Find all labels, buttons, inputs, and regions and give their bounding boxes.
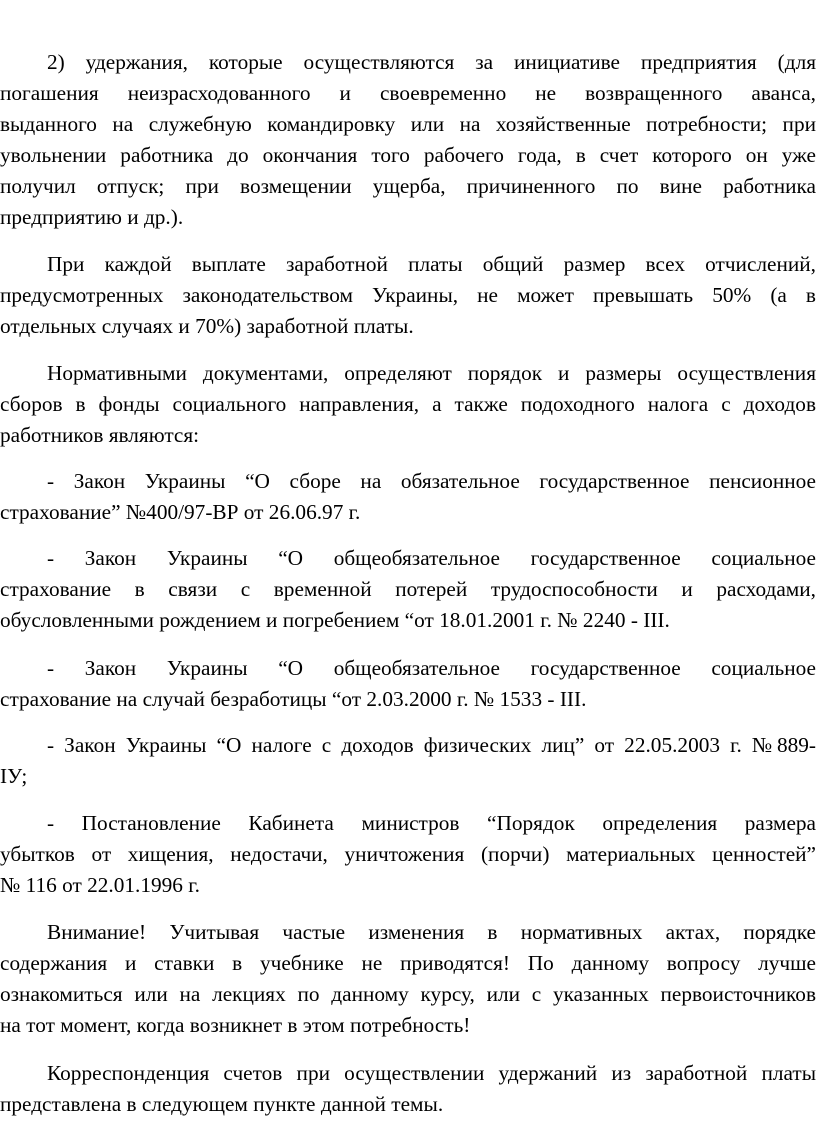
paragraph-attention-note [0,917,816,1041]
text-line: сборов в фонды социального направления, а также подоходного налога с доходов [0,392,816,416]
paragraph-normative-documents [0,358,816,451]
list-item-unemployment-law [0,653,816,715]
text-line: Нормативными документами, определяют порядок и размеры осуществления [47,361,816,385]
text-line: получил отпуск; при возмещении ущерба, причиненного по вине работника [0,174,816,198]
text-line: содержания и ставки в учебнике не приводятся! По данному вопросу лучше [0,951,816,975]
text-line: - Закон Украины “О сборе на обязательное государственное пенсионное [47,469,816,493]
text-line: 2) удержания, которые осуществляются за инициативе предприятия (для [47,50,816,74]
text-line: Внимание! Учитывая частые изменения в нормативных актах, порядке [47,920,816,944]
text-line: отдельных случаях и 70%) заработной платы. [0,314,414,338]
text-line: представлена в следующем пункте данной темы. [0,1092,444,1116]
paragraph-deduction-limit [0,249,816,342]
text-line: страхование на случай безработицы “от 2.03.2000 г. № 1533 - III. [0,687,587,711]
text-line: - Закон Украины “О общеобязательное государственное социальное [47,546,816,570]
text-line: на тот момент, когда возникнет в этом потребность! [0,1013,471,1037]
list-item-income-tax-law [0,730,816,792]
text-line: страхование” №400/97-ВР от 26.06.97 г. [0,500,361,524]
paragraph-account-correspondence [0,1058,816,1120]
text-line: страхование в связи с временной потерей трудоспособности и расходами, [0,577,816,601]
text-line: выданного на служебную командировку или на хозяйственные потребности; при [0,112,816,136]
list-item-pension-law [0,466,816,528]
list-item-cabinet-resolution [0,808,816,901]
text-line: работников являются: [0,423,200,447]
text-line: увольнении работника до окончания того рабочего года, в счет которого он уже [0,143,816,167]
text-line: убытков от хищения, недостачи, уничтожения (порчи) материальных ценностей” [0,842,816,866]
paragraph-withholdings-enterprise [0,47,816,233]
list-item-social-insurance-law [0,543,816,636]
text-line: предприятию и др.). [0,205,184,229]
text-line: При каждой выплате заработной платы общий размер всех отчислений, [47,252,816,276]
text-line: Корреспонденция счетов при осуществлении удержаний из заработной платы [47,1061,816,1085]
text-line: № 116 от 22.01.1996 г. [0,873,200,897]
text-line: - Закон Украины “О общеобязательное государственное социальное [47,656,816,680]
text-line: ознакомиться или на лекциях по данному курсу, или с указанных первоисточников [0,982,816,1006]
text-line: IУ; [0,764,28,788]
text-line: погашения неизрасходованного и своевременно не возвращенного аванса, [0,81,816,105]
text-line: обусловленными рождением и погребением “от 18.01.2001 г. № 2240 - III. [0,608,670,632]
text-line: - Постановление Кабинета министров “Порядок определения размера [47,811,816,835]
text-line: - Закон Украины “О налоге с доходов физических лиц” от 22.05.2003 г. №889- [47,733,816,757]
text-line: предусмотренных законодательством Украины, не может превышать 50% (а в [0,283,816,307]
